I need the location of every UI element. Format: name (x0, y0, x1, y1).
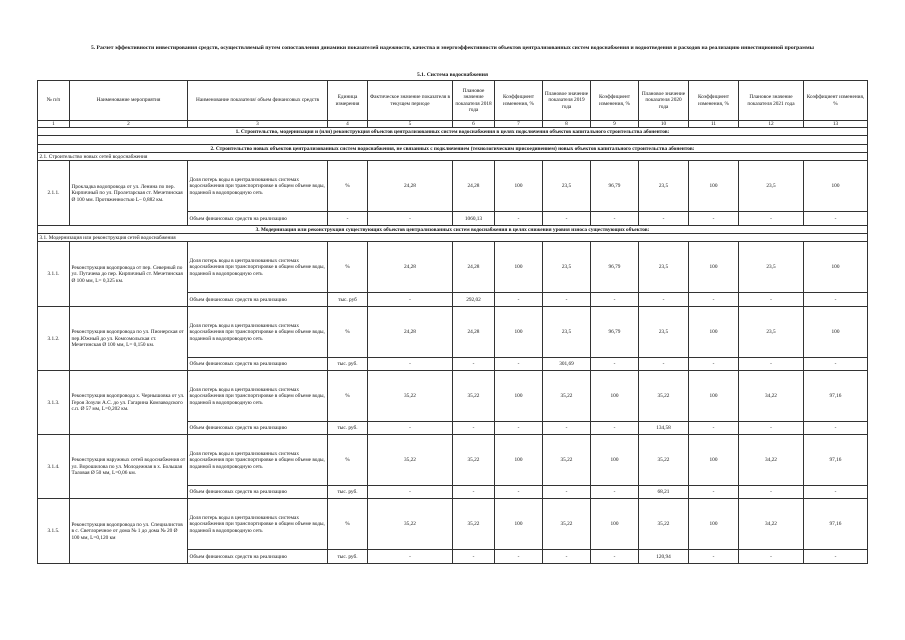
section-heading: 3. Модернизация или реконструкция существующих объектов централизованных систем водоснабжения в целях снижения уровня износа существующих объектов: (38, 226, 868, 234)
table-cell: 100 (689, 371, 739, 422)
measure-row (38, 435, 868, 486)
table-cell: тыс. руб. (328, 358, 368, 371)
table-cell: 100 (495, 371, 543, 422)
table-cell: 68,21 (639, 486, 689, 499)
table-cell: 23,5 (739, 242, 804, 293)
table-cell: % (328, 242, 368, 293)
table-cell: - (591, 486, 639, 499)
table-cell: - (804, 358, 868, 371)
table-cell: - (368, 486, 453, 499)
table-cell: 24,28 (453, 307, 495, 358)
table-cell: - (495, 486, 543, 499)
indicator-name: Доля потерь воды в централизованных системах водоснабжения при транспортировке в общем объеме воды, поданной в водопроводную сеть (188, 499, 328, 550)
measure-number: 3.1.3. (38, 371, 70, 435)
table-cell: 23,5 (639, 242, 689, 293)
table-cell: - (591, 212, 639, 226)
table-cell: - (689, 293, 739, 307)
table-cell: - (689, 422, 739, 435)
column-number: 4 (328, 121, 368, 128)
table-cell: тыс. руб. (328, 422, 368, 435)
table-cell: 301,69 (543, 358, 591, 371)
table-cell: - (689, 486, 739, 499)
table-cell: - (328, 212, 368, 226)
section-row (38, 145, 868, 153)
table-cell: - (689, 550, 739, 564)
table-cell: 23,5 (739, 307, 804, 358)
table-cell: 24,28 (453, 161, 495, 212)
table-cell: 35,22 (639, 435, 689, 486)
table-cell: 35,22 (453, 371, 495, 422)
indicator-name: Объем финансовых средств на реализацию (188, 293, 328, 307)
table-cell: 23,5 (639, 307, 689, 358)
table-cell: 96,79 (591, 307, 639, 358)
column-header: Коэффициент изменения, % (804, 81, 868, 121)
table-cell: 97,16 (804, 435, 868, 486)
table-cell: - (495, 293, 543, 307)
table-cell: 23,5 (543, 161, 591, 212)
table-cell: - (368, 550, 453, 564)
table-cell: 35,22 (543, 499, 591, 550)
column-header: Наименование мероприятия (70, 81, 188, 121)
table-cell: - (495, 550, 543, 564)
table-cell: - (453, 422, 495, 435)
table-cell: 35,22 (543, 435, 591, 486)
table-cell: тыс. руб. (328, 550, 368, 564)
table-cell: - (368, 212, 453, 226)
section-row (38, 226, 868, 234)
table-cell: 100 (689, 435, 739, 486)
measure-number: 3.1.5. (38, 499, 70, 564)
measure-name: Прокладка водопровода от ул. Ленина по пер. Кирпичный по ул. Пролетарская ст. Мечетинская Ø 100 мм. Протяженностью L– 0,882 км. (70, 161, 188, 226)
table-cell: 24,28 (368, 161, 453, 212)
table-cell: - (689, 358, 739, 371)
table-cell: - (591, 293, 639, 307)
section-row (38, 128, 868, 136)
subsection-row (38, 153, 868, 161)
table-cell: - (368, 422, 453, 435)
table-cell: - (543, 293, 591, 307)
subsection-row (38, 234, 868, 242)
column-number: 12 (739, 121, 804, 128)
empty-row (38, 136, 868, 145)
table-cell: - (453, 550, 495, 564)
table-cell: 35,22 (543, 371, 591, 422)
measure-row (38, 161, 868, 212)
column-number: 2 (70, 121, 188, 128)
table-cell: 97,16 (804, 499, 868, 550)
measure-number: 3.1.1. (38, 242, 70, 307)
table-cell: 1060,13 (453, 212, 495, 226)
table-cell: - (804, 212, 868, 226)
column-number: 1 (38, 121, 70, 128)
table-cell: 100 (495, 242, 543, 293)
indicator-name: Доля потерь воды в централизованных системах водоснабжения при транспортировке в общем объеме воды, поданной в водопроводную сеть (188, 435, 328, 486)
table-cell: 100 (804, 161, 868, 212)
table-cell: 100 (495, 499, 543, 550)
indicator-name: Объем финансовых средств на реализацию (188, 486, 328, 499)
column-number: 7 (495, 121, 543, 128)
measure-row (38, 242, 868, 293)
indicator-name: Объем финансовых средств на реализацию (188, 358, 328, 371)
table-cell: - (639, 212, 689, 226)
column-header: Коэффициент изменения, % (689, 81, 739, 121)
table-cell: - (739, 550, 804, 564)
table-cell: - (453, 486, 495, 499)
table-cell: 100 (804, 242, 868, 293)
table-cell: 23,5 (543, 307, 591, 358)
table-cell: тыс. руб (328, 293, 368, 307)
table-cell: 100 (689, 499, 739, 550)
table-cell: - (689, 212, 739, 226)
table-cell: 35,22 (639, 499, 689, 550)
table-cell: 24,28 (368, 242, 453, 293)
measure-name: Реконструкция водопровода х. Чернышовка от ул. Героя Зозули А.С. до ул. Гагарина Комзаводского с.п. Ø 57 мм, L=0,202 км. (70, 371, 188, 435)
table-cell: % (328, 371, 368, 422)
table-cell: - (543, 212, 591, 226)
table-cell: - (804, 422, 868, 435)
column-header: Плановое значение показателя 2018 года (453, 81, 495, 121)
table-cell: 96,79 (591, 242, 639, 293)
table-cell: 35,22 (453, 435, 495, 486)
measure-name: Реконструкция водопровода от пер. Северный по ул. Путачева до пер. Кирпичный ст. Мечетинская Ø 100 мм, L= 0,325 км. (70, 242, 188, 307)
table-cell: 34,22 (739, 499, 804, 550)
section-title: 5.1. Система водоснабжения (416, 72, 489, 78)
indicator-name: Объем финансовых средств на реализацию (188, 212, 328, 226)
table-cell: 120,94 (639, 550, 689, 564)
measure-number: 3.1.2. (38, 307, 70, 371)
table-cell: - (543, 422, 591, 435)
table-cell: - (639, 358, 689, 371)
table-cell: - (804, 550, 868, 564)
column-number: 11 (689, 121, 739, 128)
measure-name: Реконструкция наружных сетей водоснабжения от ул. Ворошилова по ул. Молодежная в х. Большая Таловая Ø 50 мм, L=0,06 км. (70, 435, 188, 499)
table-cell: 100 (591, 435, 639, 486)
table-cell: - (495, 422, 543, 435)
table-cell: 35,22 (639, 371, 689, 422)
table-cell: - (804, 486, 868, 499)
table-cell: 134,58 (639, 422, 689, 435)
column-header: Наименование показателя/ объем финансовых средств (188, 81, 328, 121)
table-cell: - (739, 422, 804, 435)
table-cell: 24,28 (368, 307, 453, 358)
subsection-heading: 3.1. Модернизация или реконструкция сетей водоснабжения (38, 234, 868, 242)
measure-row (38, 499, 868, 550)
column-header: Коэффициент изменения, % (591, 81, 639, 121)
table-cell: 23,5 (543, 242, 591, 293)
column-header: Плановое значение показателя 2020 года (639, 81, 689, 121)
column-number: 3 (188, 121, 328, 128)
table-cell: % (328, 435, 368, 486)
table-cell: % (328, 499, 368, 550)
table-cell: 24,28 (453, 242, 495, 293)
table-cell: 34,22 (739, 435, 804, 486)
table-cell: - (495, 212, 543, 226)
column-header: Плановое значение показателя 2021 года (739, 81, 804, 121)
document-heading: 5. Расчет эффективности инвестирования средств, осуществляемый путем сопоставления динамики показателей надежности, качества и энергоэффективности объектов централизованных систем водоснабжения и водоотведения и расходов на реализацию инвестиционной программы (90, 45, 815, 51)
indicator-name: Доля потерь воды в централизованных системах водоснабжения при транспортировке в общем объеме воды, поданной в водопроводную сеть (188, 371, 328, 422)
column-number: 8 (543, 121, 591, 128)
indicator-name: Объем финансовых средств на реализацию (188, 422, 328, 435)
column-header: Фактическое значение показателя в текущем периоде (368, 81, 453, 121)
table-cell: 100 (689, 161, 739, 212)
table-cell: 35,22 (368, 371, 453, 422)
table-cell: - (591, 422, 639, 435)
table-cell: % (328, 161, 368, 212)
table-cell: 100 (591, 499, 639, 550)
measure-number: 2.1.1. (38, 161, 70, 226)
column-number-row (38, 121, 868, 128)
column-number: 5 (368, 121, 453, 128)
table-cell: 35,22 (368, 499, 453, 550)
table-cell: - (739, 293, 804, 307)
column-number: 10 (639, 121, 689, 128)
column-number: 13 (804, 121, 868, 128)
column-header: Плановое значение показателя 2019 года (543, 81, 591, 121)
measure-number: 3.1.4. (38, 435, 70, 499)
table-cell: - (639, 293, 689, 307)
table-cell: 97,16 (804, 371, 868, 422)
table-cell: % (328, 307, 368, 358)
table-cell: 100 (689, 242, 739, 293)
table-cell: - (368, 358, 453, 371)
indicator-name: Доля потерь воды в централизованных системах водоснабжения при транспортировке в общем объеме воды, поданной в водопроводную сеть (188, 161, 328, 212)
table-cell: 100 (495, 161, 543, 212)
column-number: 6 (453, 121, 495, 128)
table-cell: 35,22 (368, 435, 453, 486)
table-cell: 23,5 (739, 161, 804, 212)
table-cell: - (739, 486, 804, 499)
table-cell: 35,22 (453, 499, 495, 550)
table-cell: тыс. руб. (328, 486, 368, 499)
measure-name: Реконструкция водопровода по ул. Специалистов в с. Светлоречное от дома № 1 до дома № 20 Ø 100 мм, L=0,120 км (70, 499, 188, 564)
section-heading: 1. Строительство, модернизация и (или) реконструкция объектов централизованных систем водоснабжения в целях подключения объектов капитального строительства абонентов: (38, 128, 868, 136)
table-cell: - (739, 358, 804, 371)
indicator-name: Доля потерь воды в централизованных системах водоснабжения при транспортировке в общем объеме воды, поданной в водопроводную сеть (188, 307, 328, 358)
table-cell: 23,5 (639, 161, 689, 212)
header-row (38, 81, 868, 121)
measure-name: Реконструкция водопровода по ул. Пионерская от пер.Южный до ул. Комсомольская ст. Мечетинская Ø 100 мм, L= 0,150 км. (70, 307, 188, 371)
indicator-name: Доля потерь воды в централизованных системах водоснабжения при транспортировке в общем объеме воды, поданной в водопроводную сеть (188, 242, 328, 293)
indicator-name: Объем финансовых средств на реализацию (188, 550, 328, 564)
table-cell: 100 (804, 307, 868, 358)
table-cell: - (591, 358, 639, 371)
table-cell: 100 (495, 307, 543, 358)
table-cell: - (543, 486, 591, 499)
table-cell: - (591, 550, 639, 564)
column-number: 9 (591, 121, 639, 128)
table-cell: 292,02 (453, 293, 495, 307)
table-cell: - (739, 212, 804, 226)
column-header: № п/п (38, 81, 70, 121)
table-cell: 34,22 (739, 371, 804, 422)
measure-row (38, 307, 868, 358)
table-cell: - (495, 358, 543, 371)
table-cell: - (368, 293, 453, 307)
table-cell: 100 (689, 307, 739, 358)
table-cell: 96,79 (591, 161, 639, 212)
column-header: Коэффициент изменения, % (495, 81, 543, 121)
table-cell: - (543, 550, 591, 564)
table-cell: 100 (591, 371, 639, 422)
table-cell: - (804, 293, 868, 307)
column-header: Единица измерения (328, 81, 368, 121)
table-cell: 100 (495, 435, 543, 486)
measure-row (38, 371, 868, 422)
subsection-heading: 2.1. Строительство новых сетей водоснабжения (38, 153, 868, 161)
section-heading: 2. Строительство новых объектов централизованных систем водоснабжения, не связанных с подключением (технологическим присоединением) новых объектов капитального строительства абонентов: (38, 145, 868, 153)
table-cell: - (453, 358, 495, 371)
investment-efficiency-table (37, 80, 868, 564)
